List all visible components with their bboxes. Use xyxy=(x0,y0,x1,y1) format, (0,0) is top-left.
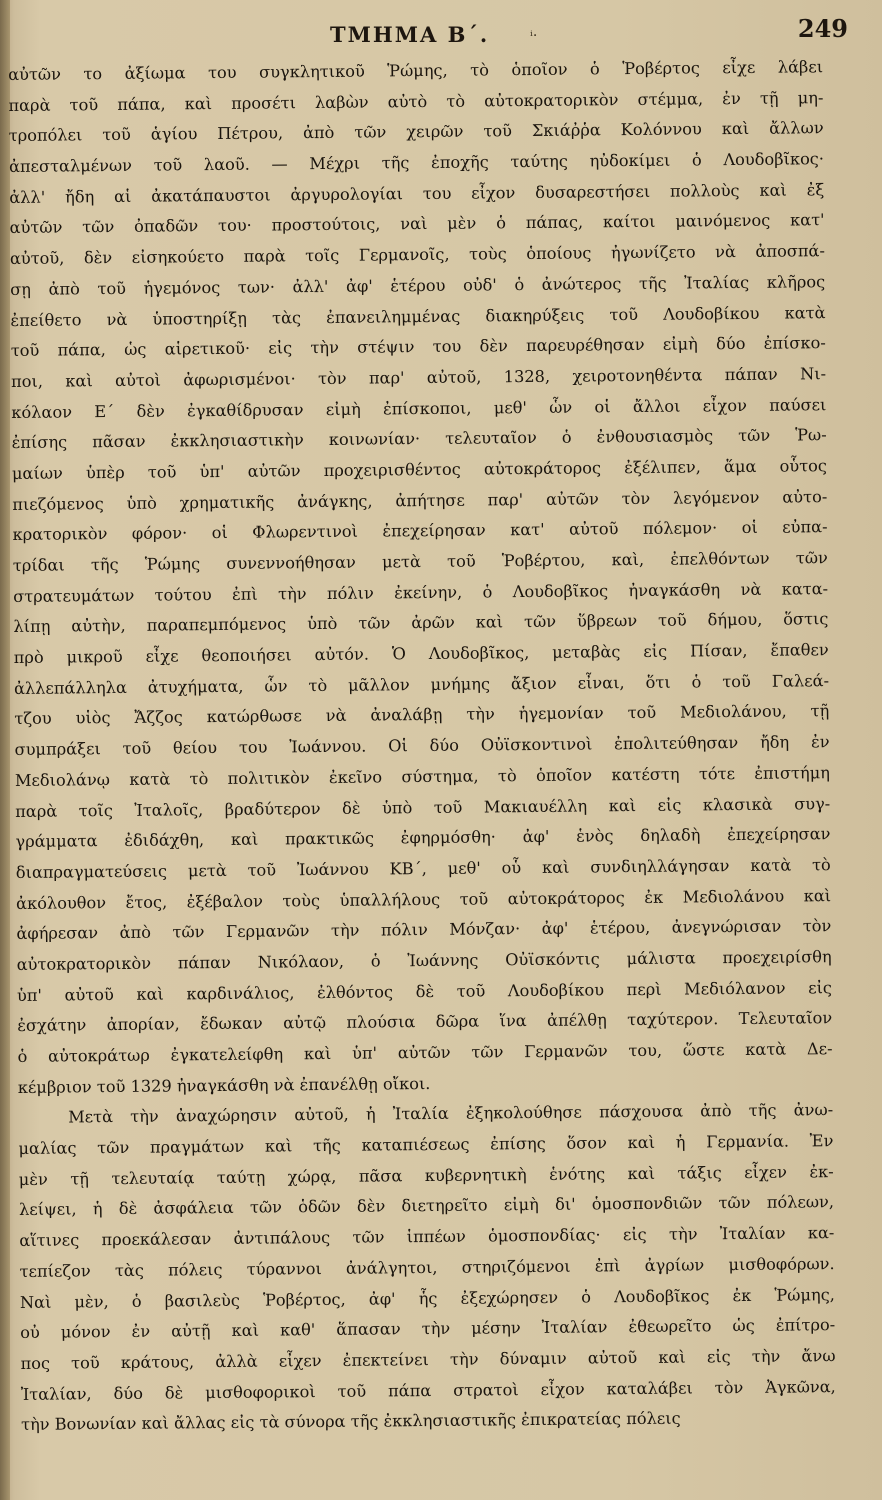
text-line: ἐπείθετο νὰ ὑποστηρίξῃ τὰς ἐπανειλημμένας διακηρύξεις τοῦ Λουδοβίκου κατὰ xyxy=(10,302,826,330)
text-line: κρατορικὸν φόρον· οἱ Φλωρεντινοὶ ἐπεχείρησαν κατ' αὐτοῦ πόλεμον· οἱ εὐπα- xyxy=(12,517,828,545)
text-line: Μετὰ τὴν ἀναχώρησιν αὐτοῦ, ἡ Ἰταλία ἐξηκολούθησε πάσχουσα ἀπὸ τῆς ἀνω- xyxy=(68,1100,834,1127)
text-line: Ναὶ μὲν, ὁ βασιλεὺς Ῥοβέρτος, ἀφ' ἧς ἐξεχώρησεν ὁ Λουδοβῖκος ἐκ Ῥώμης, xyxy=(19,1284,835,1312)
text-line: τζου υἱὸς Ἄζζος κατώρθωσε νὰ ἀναλάβῃ τὴν ἡγεμονίαν τοῦ Μεδιολάνου, τῇ xyxy=(14,701,830,729)
text-line: τρίδαι τῆς Ῥώμης συνεννοήθησαν μετὰ τοῦ Ῥοβέρτου, καὶ, ἐπελθόντων τῶν xyxy=(12,548,828,575)
text-line: διαπραγματεύσεις μετὰ τοῦ Ἰωάννου ΚΒ΄, μεθ' οὗ καὶ συνδιηλλάγησαν κατὰ τὸ xyxy=(15,855,831,882)
text-line: Μεδιολάνῳ κατὰ τὸ πολιτικὸν ἐκεῖνο σύστημα, τὸ ὁποῖον κατέστη τότε ἐπιστήμη xyxy=(14,762,830,790)
text-line: ἐσχάτην ἀπορίαν, ἔδωκαν αὐτῷ πλούσια δῶρα ἵνα ἀπέλθῃ ταχύτερον. Τελευταῖον xyxy=(17,1008,833,1036)
text-line: αὐτοκρατορικὸν πάπαν Νικόλαον, ὁ Ἰωάννης Οὐϊσκόντις μάλιστα προεχειρίσθη xyxy=(16,947,832,974)
text-line: τεπίεζον τὰς πόλεις τύραννοι ἀνάλγητοι, στηριζόμενοι ἐπὶ ἀγρίων μισθοφόρων. xyxy=(19,1253,835,1281)
text-line: αἵτινες προεκάλεσαν ἀντιπάλους τῶν ἱππέων ὁμοσπονδίας· εἰς τὴν Ἰταλίαν κα- xyxy=(19,1223,835,1251)
page-header xyxy=(0,14,882,54)
text-line: αὐτῶν τῶν ὀπαδῶν του· προστούτοις, ναὶ μὲν ὁ πάπας, καίτοι μαινόμενος κατ' xyxy=(9,210,825,238)
text-line: συμπράξει τοῦ θείου του Ἰωάννου. Οἱ δύο Οὐϊσκοντινοὶ ἐπολιτεύθησαν ἤδη ἐν xyxy=(14,732,830,760)
text-line: μαίων ὑπὲρ τοῦ ὑπ' αὐτῶν προχειρισθέντος αὐτοκράτορος ἐξέλιπεν, ἅμα οὗτος xyxy=(11,456,828,483)
text-line: αὐτοῦ, δὲν εἰσηκούετο παρὰ τοῖς Γερμανοῖς, τοὺς ὁποίους ἠγωνίζετο νὰ ἀποσπά- xyxy=(9,241,825,269)
text-line: ἀλλεπάλληλα ἀτυχήματα, ὧν τὸ μᾶλλον μνήμης ἄξιον εἶναι, ὅτι ὁ τοῦ Γαλεά- xyxy=(13,670,830,698)
text-line: ἀλλ' ἤδη αἱ ἀκατάπαυστοι ἀργυρολογίαι του εἶχον δυσαρεστήσει πολλοὺς καὶ ἐξ xyxy=(9,179,825,207)
text-line: κόλαον Ε΄ δὲν ἐγκαθίδρυσαν εἰμὴ ἐπίσκοποι, μεθ' ὧν οἱ ἄλλοι εἶχον παύσει xyxy=(11,394,827,422)
text-line: μὲν τῇ τελευταίᾳ ταύτῃ χώρᾳ, πᾶσα κυβερνητικὴ ἑνότης καὶ τάξις εἶχεν ἐκ- xyxy=(18,1161,834,1189)
text-line: ἀφήρεσαν ἀπὸ τῶν Γερμανῶν τὴν πόλιν Μόνζαν· ἀφ' ἑτέρου, ἀνεγνώρισαν τὸν xyxy=(16,916,832,944)
body-text xyxy=(8,52,836,1441)
text-line: μαλίας τῶν πραγμάτων καὶ τῆς καταπιέσεως ἐπίσης ὅσον καὶ ἡ Γερμανία. Ἐν xyxy=(18,1131,834,1159)
text-line: λείψει, ἡ δὲ ἀσφάλεια τῶν ὁδῶν δὲν διετηρεῖτο εἰμὴ δι' ὁμοσπονδιῶν τῶν πόλεων, xyxy=(18,1192,835,1220)
page-binding-edge xyxy=(0,0,10,1500)
ink-mark: ᵢ. xyxy=(530,24,538,40)
text-line: γράμματα ἐδιδάχθη, καὶ πρακτικῶς ἐφηρμόσθη· ἀφ' ἑνὸς δηλαδὴ ἐπεχείρησαν xyxy=(15,824,831,852)
text-line: παρὰ τοῖς Ἰταλοῖς, βραδύτερον δὲ ὑπὸ τοῦ Μακιαυέλλη καὶ εἰς κλασικὰ συγ- xyxy=(15,793,831,821)
text-line: ποι, καὶ αὐτοὶ ἀφωρισμένοι· τὸν παρ' αὐτοῦ, 1328, χειροτονηθέντα πάπαν Νι- xyxy=(10,364,827,391)
text-line: ἐπίσης πᾶσαν ἐκκλησιαστικὴν κοινωνίαν· τελευταῖον ὁ ἐνθουσιασμὸς τῶν Ῥω- xyxy=(11,425,827,453)
text-line: ὁ αὐτοκράτωρ ἐγκατελείφθη καὶ ὑπ' αὐτῶν τῶν Γερμανῶν του, ὥστε κατὰ Δε- xyxy=(17,1039,833,1066)
text-line: κέμβριον τοῦ 1329 ἠναγκάσθη νὰ ἐπανέλθῃ οἴκοι. xyxy=(17,1073,431,1097)
text-line: τοῦ πάπα, ὡς αἱρετικοῦ· εἰς τὴν στέψιν του δὲν παρευρέθησαν εἰμὴ δύο ἐπίσκο- xyxy=(10,333,826,361)
section-title: ΤΜΗΜΑ Β΄. xyxy=(330,22,490,47)
text-line: ὑπ' αὐτοῦ καὶ καρδινάλιος, ἐλθόντος δὲ τοῦ Λουδοβίκου περὶ Μεδιόλανον εἰς xyxy=(16,977,833,1005)
text-line: παρὰ τοῦ πάπα, καὶ προσέτι λαβὼν αὐτὸ τὸ αὐτοκρατορικὸν στέμμα, ἐν τῇ μη- xyxy=(8,87,824,115)
text-line: ἀπεσταλμένων τοῦ λαοῦ. — Μέχρι τῆς ἐποχῆς ταύτης ηὐδοκίμει ὁ Λουδοβῖκος· xyxy=(8,149,825,177)
text-line: σῃ ἀπὸ τοῦ ἡγεμόνος των· ἀλλ' ἀφ' ἑτέρου οὐδ' ὁ ἀνώτερος τῆς Ἰταλίας κλῆρος xyxy=(10,271,826,299)
text-line: οὐ μόνον ἐν αὐτῇ καὶ καθ' ἅπασαν τὴν μέσην Ἰταλίαν ἐθεωρεῖτο ὡς ἐπίτρο- xyxy=(20,1315,836,1343)
text-line: λίπῃ αὐτὴν, παραπεμπόμενος ὑπὸ τῶν ἀρῶν καὶ τῶν ὕβρεων τοῦ δήμου, ὅστις xyxy=(13,609,829,637)
text-line: Ἰταλίαν, δύο δὲ μισθοφορικοὶ τοῦ πάπα στρατοὶ εἶχον καταλάβει τὸν Ἀγκῶνα, xyxy=(20,1376,836,1404)
text-line: τροπόλει τοῦ ἁγίου Πέτρου, ἀπὸ τῶν χειρῶν τοῦ Σκιάῤῥα Κολόννου καὶ ἄλλων xyxy=(8,118,824,146)
text-line: τὴν Βονωνίαν καὶ ἄλλας εἰς τὰ σύνορα τῆς ἐκκλησιαστικῆς ἐπικρατείας πόλεις xyxy=(21,1408,681,1435)
text-line: ἀκόλουθον ἔτος, ἐξέβαλον τοὺς ὑπαλλήλους τοῦ αὐτοκράτορος ἐκ Μεδιολάνου καὶ xyxy=(16,885,832,913)
text-line: πος τοῦ κράτους, ἀλλὰ εἶχεν ἐπεκτείνει τὴν δύναμιν αὐτοῦ καὶ εἰς τὴν ἄνω xyxy=(20,1345,836,1373)
text-line: αὐτῶν το ἀξίωμα του συγκλητικοῦ Ῥώμης, τὸ ὁποῖον ὁ Ῥοβέρτος εἶχε λάβει xyxy=(8,57,824,84)
text-line: πρὸ μικροῦ εἶχε θεοποιήσει αὐτόν. Ὁ Λουδοβῖκος, μεταβὰς εἰς Πίσαν, ἔπαθεν xyxy=(13,640,829,668)
text-line: πιεζόμενος ὑπὸ χρηματικῆς ἀνάγκης, ἀπήτησε παρ' αὐτῶν τὸν λεγόμενον αὐτο- xyxy=(12,486,828,514)
page-number: 249 xyxy=(797,14,848,43)
text-line: στρατευμάτων τούτου ἐπὶ τὴν πόλιν ἐκείνην, ὁ Λουδοβῖκος ἠναγκάσθη νὰ κατα- xyxy=(13,578,829,606)
